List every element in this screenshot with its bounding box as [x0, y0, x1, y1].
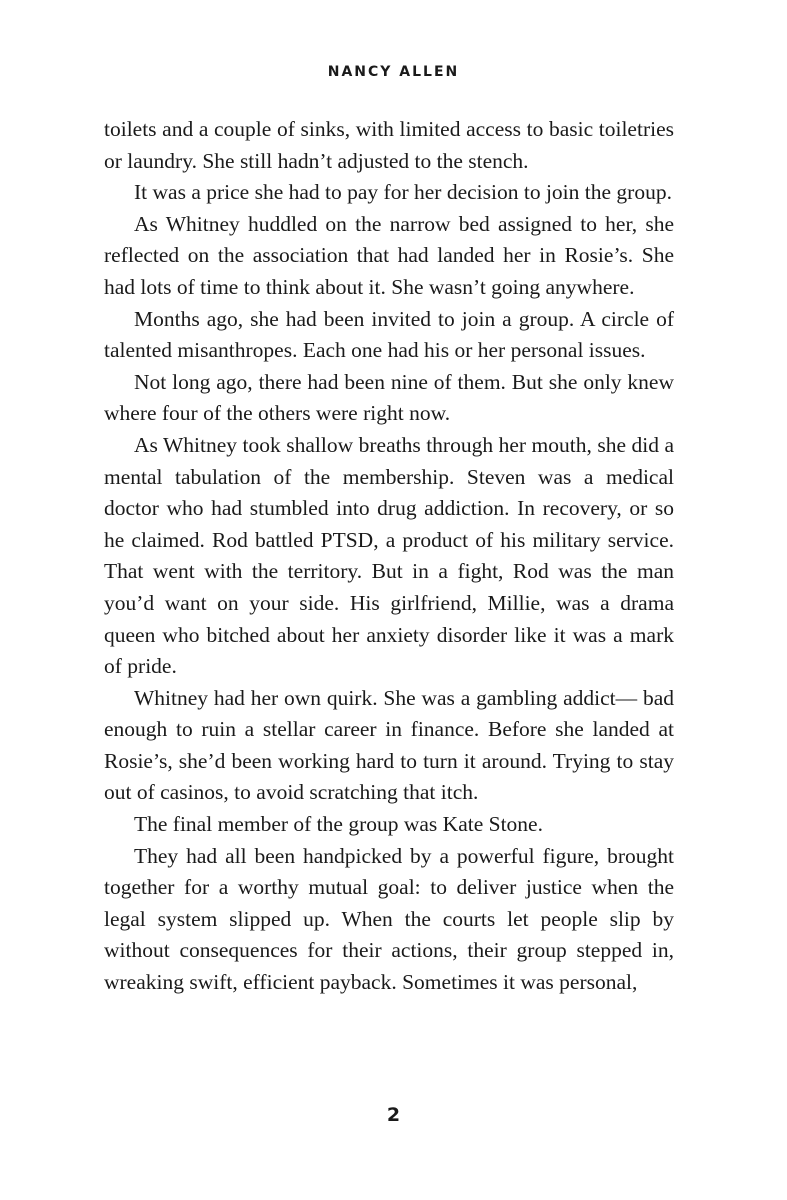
paragraph-1: toilets and a couple of sinks, with limited access to basic toiletries or laundry. She still hadn’t adjusted to the stench. — [104, 117, 674, 173]
paragraph-3: As Whitney huddled on the narrow bed assigned to her, she reflected on the association that had landed her in Rosie’s. She had lots of time to think about it. She wasn’t going anywhere. — [104, 211, 674, 299]
paragraph-8: The final member of the group was Kate Stone. — [134, 812, 543, 837]
paragraph-7: Whitney had her own quirk. She was a gambling addict— bad enough to ruin a stellar career in finance. Before she landed at Rosie’s, she’d been working hard to turn it around. Trying to stay out of casinos, to avoid scratching that itch. — [104, 685, 674, 805]
running-head: NANCY ALLEN — [327, 64, 460, 80]
paragraph-4: Months ago, she had been invited to join a group. A circle of talented misanthropes. Each one had his or her personal issues. — [104, 306, 674, 363]
paragraph-5: Not long ago, there had been nine of them. But she only knew where four of the others were right now. — [104, 369, 674, 426]
paragraph-2: It was a price she had to pay for her decision to join the group. — [134, 180, 672, 205]
paragraph-6: As Whitney took shallow breaths through her mouth, she did a mental tabulation of the membership. Steven was a medical doctor who had stumbled into drug addiction. In recovery, or so he claimed. Rod battled PTSD, a product of his military service. That went with the territory. But in a fight, Rod was the man you’d want on your side. His girlfriend, Millie, was a drama queen who bitched about her anxiety disorder like it was a mark of pride. — [104, 432, 674, 679]
page-number: 2 — [386, 1104, 401, 1126]
body-text — [104, 114, 674, 999]
paragraph-9: They had all been handpicked by a powerful figure, brought together for a worthy mutual goal: to deliver justice when the legal system slipped up. When the courts let people slip by without consequences for their actions, their group stepped in, wreaking swift, efficient payback. Sometimes it was personal, — [104, 843, 674, 995]
